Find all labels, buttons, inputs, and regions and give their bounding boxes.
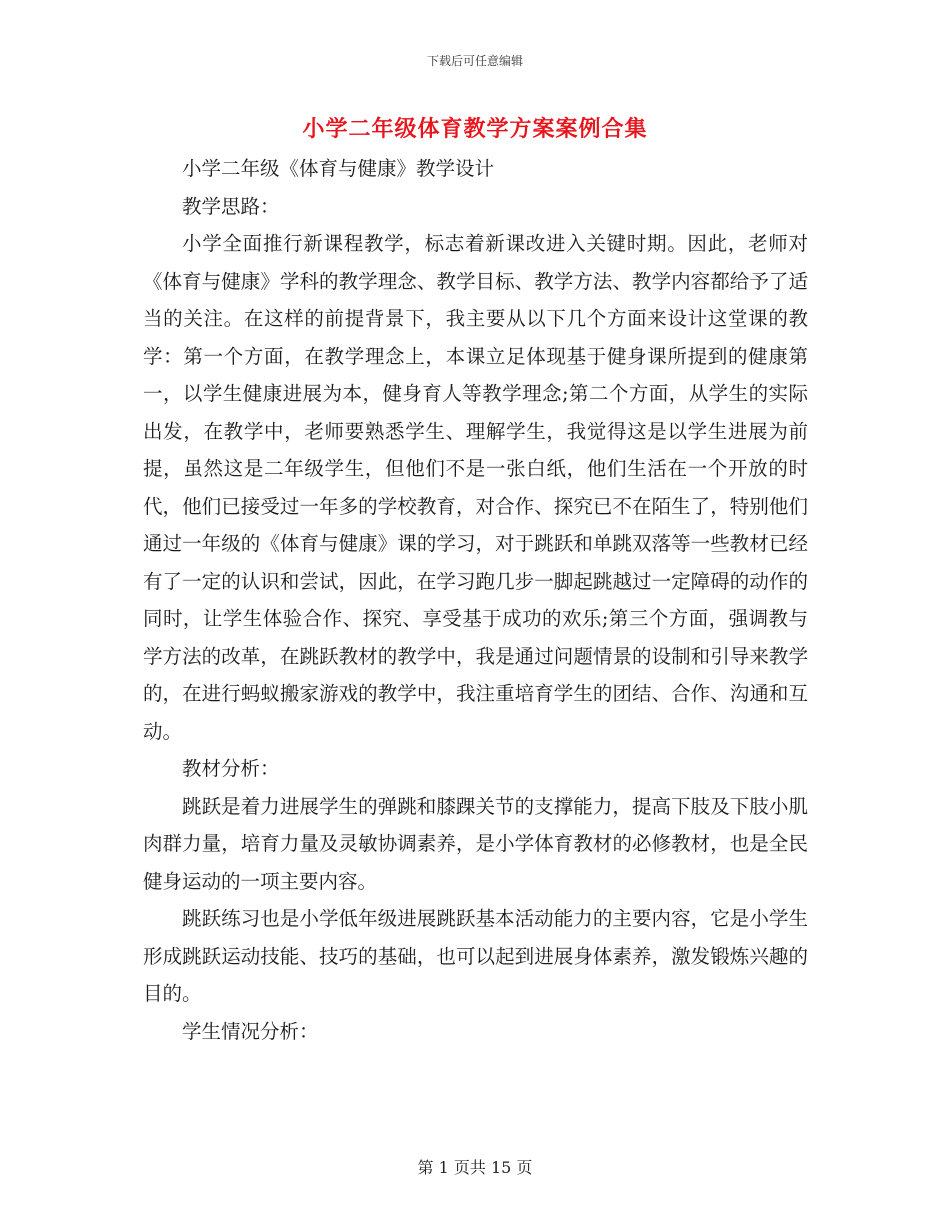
- paragraph-heading-student-analysis: 学生情况分析：: [182, 1019, 319, 1043]
- document-title: 小学二年级体育教学方案案例合集: [302, 116, 648, 142]
- paragraph-heading-material-analysis: 教材分析：: [182, 757, 280, 780]
- paragraph-heading-teaching-approach: 教学思路：: [182, 194, 280, 218]
- page-number: 第 1 页共 15 页: [417, 1158, 533, 1177]
- header-note: 下载后可任意编辑: [426, 54, 523, 68]
- paragraph-material-analysis-2: 跳跃练习也是小学低年级进展跳跃基本活动能力的主要内容，它是小学生形成跳跃运动技能、技巧的基础，也可以起到进展身体素养，激发锻炼兴趣的目的。: [143, 907, 808, 1005]
- document-body: [143, 150, 808, 1050]
- paragraph-subtitle: 小学二年级《体育与健康》教学设计: [182, 157, 495, 180]
- paragraph-teaching-approach: 小学全面推行新课程教学，标志着新课改进入关键时期。因此，老师对《体育与健康》学科的教学理念、教学目标、教学方法、教学内容都给予了适当的关注。在这样的前提背景下，我主要从以下几个方面来设计这堂课的教学：第一个方面，在教学理念上，本课立足体现基于健身课所提到的健康第一，以学生健康进展为本，健身育人等教学理念;第二个方面，从学生的实际出发，在教学中，老师要熟悉学生、理解学生，我觉得这是以学生进展为前提，虽然这是二年级学生，但他们不是一张白纸，他们生活在一个开放的时代，他们已接受过一年多的学校教育，对合作、探究已不在陌生了，特别他们通过一年级的《体育与健康》课的学习，对于跳跃和单跳双落等一些教材已经有了一定的认识和尝试，因此，在学习跑几步一脚起跳越过一定障碍的动作的同时，让学生体验合作、探究、享受基于成功的欢乐;第三个方面，强调教与学方法的改革，在跳跃教材的教学中，我是通过问题情景的设制和引导来教学的，在进行蚂蚁搬家游戏的教学中，我注重培育学生的团结、合作、沟通和互动。: [143, 232, 808, 743]
- paragraph-material-analysis-1: 跳跃是着力进展学生的弹跳和膝踝关节的支撑能力，提高下肢及下肢小肌肉群力量，培育力量及灵敏协调素养，是小学体育教材的必修教材，也是全民健身运动的一项主要内容。: [143, 794, 808, 893]
